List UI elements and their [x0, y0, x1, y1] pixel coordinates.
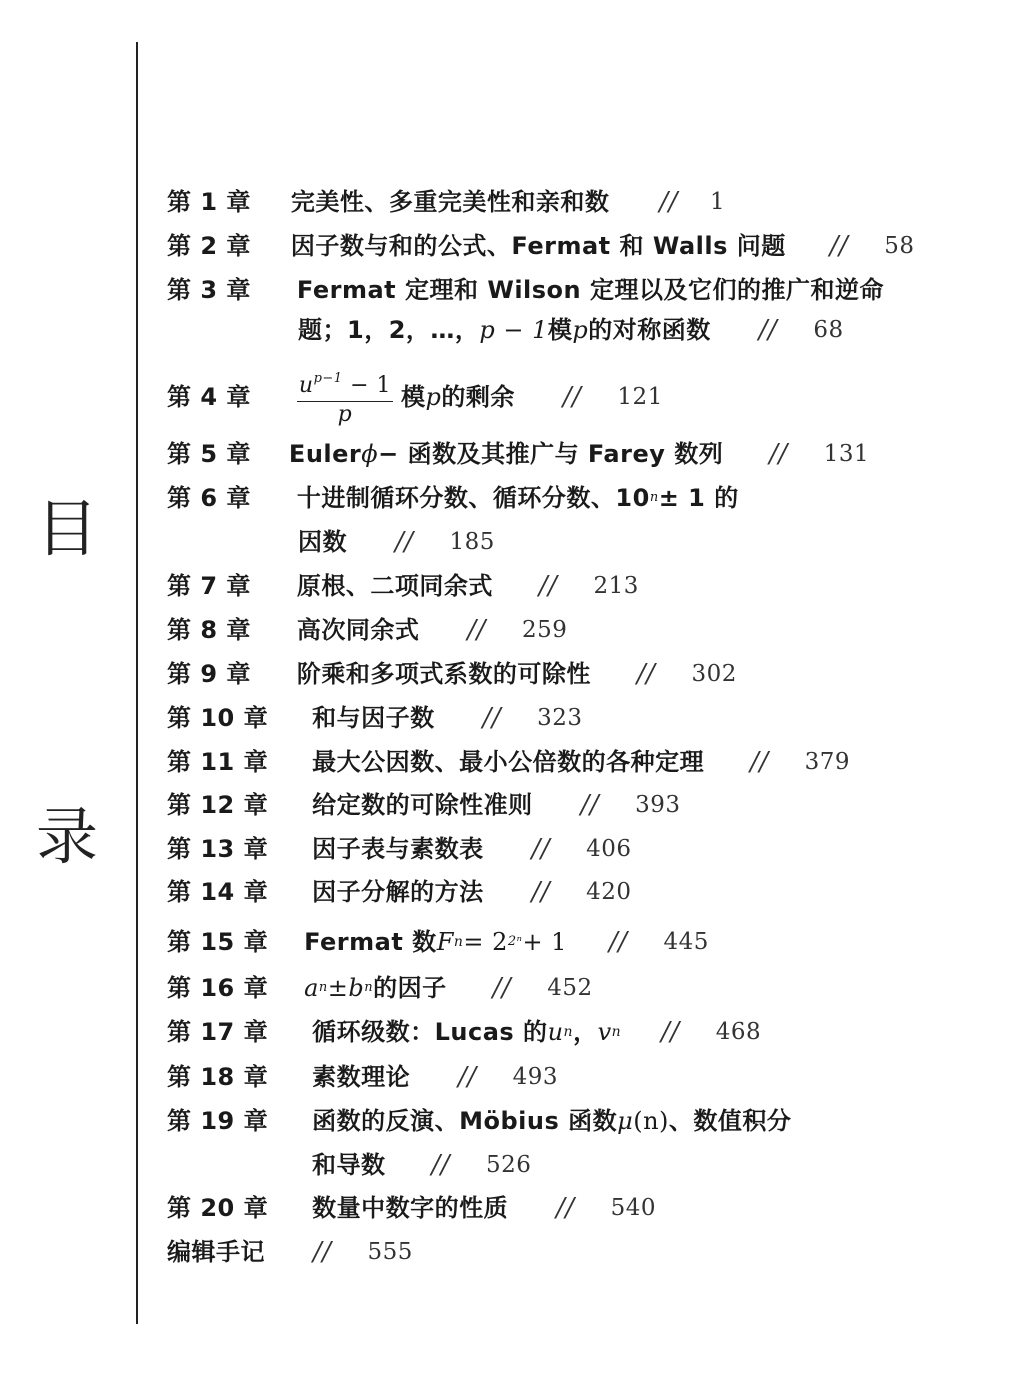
page-separator: //: [538, 571, 558, 601]
chapter-title-text: ± 1 的: [658, 484, 739, 512]
page-number: 185: [449, 529, 495, 555]
chapter-title: 因子数与和的公式、Fermat 和 Walls 问题: [290, 232, 786, 260]
page-separator: //: [431, 1150, 451, 1180]
page-separator: //: [769, 439, 788, 469]
page-separator: //: [636, 659, 656, 689]
chapter-title: 最大公因数、最小公倍数的各种定理: [312, 748, 705, 776]
math-phi: ϕ: [361, 440, 379, 468]
toc-entry-5[interactable]: [167, 434, 869, 474]
math-variable-p: p: [572, 316, 589, 344]
toc-entry-16[interactable]: [167, 968, 593, 1008]
page-number: 420: [586, 879, 632, 905]
page-number: 213: [593, 573, 639, 599]
chapter-label: 第 16 章: [167, 974, 269, 1002]
chapter-title-text: − 函数及其推广与 Farey 数列: [378, 440, 724, 468]
page-separator: //: [758, 315, 778, 345]
side-title-char-1: 目: [36, 492, 99, 565]
toc-entry-8[interactable]: [167, 610, 567, 650]
chapter-title-text: 的对称函数: [588, 316, 711, 344]
chapter-label: 第 10 章: [167, 704, 269, 732]
chapter-title: 原根、二项同余式: [296, 572, 493, 600]
page-separator: //: [608, 927, 628, 957]
math-expression: p − 1: [479, 316, 548, 344]
vertical-rule: [136, 42, 138, 1324]
exponent-n: n: [318, 980, 328, 995]
chapter-title: 和与因子数: [312, 704, 435, 732]
chapter-title-text: 、数值积分: [668, 1107, 792, 1135]
exponent-n: n: [364, 980, 374, 995]
page-separator: //: [458, 1062, 477, 1092]
page-number: 555: [367, 1239, 413, 1265]
chapter-label: 第 18 章: [167, 1063, 269, 1091]
chapter-title-text: 模: [547, 316, 573, 344]
chapter-label: 第 8 章: [167, 616, 251, 644]
chapter-label: 第 14 章: [167, 878, 269, 906]
page-number: 526: [486, 1152, 532, 1178]
page-separator: //: [492, 973, 512, 1003]
toc-entry-6[interactable]: [167, 478, 739, 562]
page-number: 259: [521, 617, 568, 643]
chapter-label: 第 19 章: [167, 1107, 269, 1135]
chapter-title-line-1: Fermat 定理和 Wilson 定理以及它们的推广和逆命: [296, 276, 884, 304]
chapter-label: 第 1 章: [167, 188, 251, 216]
page-separator: //: [531, 834, 551, 864]
chapter-title: 给定数的可除性准则: [312, 791, 533, 819]
page-number: 540: [610, 1195, 657, 1221]
chapter-label: 第 3 章: [167, 276, 251, 304]
chapter-label: 第 6 章: [167, 484, 251, 512]
math-b: b: [348, 974, 365, 1002]
chapter-label: 第 12 章: [167, 791, 269, 819]
math-variable-p: p: [425, 383, 442, 411]
math-v: v: [597, 1018, 612, 1046]
chapter-label: 第 7 章: [167, 572, 251, 600]
chapter-title-line-2: 题；1，2，…，: [298, 316, 480, 344]
math-u: u: [547, 1018, 564, 1046]
chapter-title-line-1: 函数的反演、Möbius 函数: [312, 1107, 618, 1135]
page-number: 468: [715, 1019, 762, 1045]
chapter-title-line-1: 十进制循环分数、循环分数、10: [296, 484, 650, 512]
toc-entry-2[interactable]: [167, 226, 915, 266]
chapter-title: 数量中数字的性质: [312, 1194, 509, 1222]
page-number: 131: [823, 441, 870, 467]
fraction-denominator: p: [337, 402, 353, 427]
fraction-numerator: $u^{p-1} - 1$: [297, 366, 393, 402]
subscript-n: n: [453, 934, 464, 950]
page-separator: //: [313, 1237, 332, 1267]
toc-entry-10[interactable]: [167, 698, 583, 738]
chapter-label: 第 15 章: [167, 928, 269, 956]
exponent: 2ⁿ: [507, 934, 523, 949]
toc-entry-13[interactable]: [167, 829, 632, 869]
chapter-label: 第 11 章: [167, 748, 269, 776]
page-separator: //: [661, 1017, 680, 1047]
toc-entry-15[interactable]: [167, 922, 709, 962]
chapter-title: 因子分解的方法: [312, 878, 484, 906]
page-number: 68: [813, 317, 844, 343]
chapter-title-text: 的因子: [373, 974, 447, 1002]
chapter-title-text: 模: [401, 383, 426, 411]
chapter-title: 完美性、多重完美性和亲和数: [290, 188, 610, 216]
page-number: 493: [512, 1064, 559, 1090]
page-separator: //: [482, 703, 502, 733]
chapter-title-line-2: 因数: [298, 528, 347, 556]
toc-entry-1[interactable]: [167, 182, 725, 222]
chapter-label: 第 5 章: [167, 440, 251, 468]
chapter-label: 第 2 章: [167, 232, 251, 260]
chapter-title-line-2: 和导数: [312, 1151, 386, 1179]
fraction: [297, 366, 393, 428]
chapter-title: 素数理论: [312, 1063, 411, 1091]
page-number: 379: [804, 749, 851, 775]
chapter-label: 第 13 章: [167, 835, 269, 863]
page-separator: //: [750, 747, 769, 777]
page-number: 445: [663, 929, 709, 955]
math-expression: = 2: [463, 928, 508, 956]
toc-entry-17[interactable]: [167, 1012, 761, 1052]
chapter-title-text: Euler: [288, 440, 362, 468]
subscript-n: n: [563, 1024, 574, 1040]
chapter-label: 第 20 章: [167, 1194, 269, 1222]
page-separator: //: [580, 790, 600, 820]
page-number: 1: [709, 189, 726, 215]
comma: ，: [573, 1018, 598, 1046]
chapter-label: 第 9 章: [167, 660, 251, 688]
chapter-label: 第 17 章: [167, 1018, 269, 1046]
math-a: a: [304, 974, 319, 1002]
toc-entry-9[interactable]: [167, 654, 737, 694]
page-number: 452: [547, 975, 593, 1001]
page-number: 302: [691, 661, 737, 687]
toc-entry-4[interactable]: [167, 366, 663, 428]
toc-entry-7[interactable]: [167, 566, 639, 606]
page-number: 58: [884, 233, 915, 259]
toc-entry-editor-notes[interactable]: [167, 1232, 413, 1272]
chapter-title: 高次同余式: [296, 616, 420, 644]
page-separator: //: [659, 187, 678, 217]
chapter-title: 因子表与素数表: [312, 835, 484, 863]
toc-entry-20[interactable]: [167, 1188, 656, 1228]
page-separator: //: [467, 615, 486, 645]
chapter-title-text: Fermat 数: [304, 928, 437, 956]
chapter-label: 编辑手记: [167, 1238, 265, 1266]
side-title-char-2: 录: [36, 800, 99, 873]
toc-entry-14[interactable]: [167, 872, 632, 912]
subscript-n: n: [611, 1024, 622, 1040]
math-argument: (n): [633, 1107, 669, 1135]
page-separator: //: [829, 231, 849, 261]
toc-entry-11[interactable]: [167, 742, 850, 782]
chapter-label: 第 4 章: [167, 383, 251, 411]
chapter-title: 阶乘和多项式系数的可除性: [296, 660, 591, 688]
page-separator: //: [556, 1193, 575, 1223]
math-F: F: [436, 928, 454, 956]
toc-entry-18[interactable]: [167, 1057, 558, 1097]
page-number: 121: [617, 384, 663, 410]
chapter-title-text: 的剩余: [441, 383, 515, 411]
math-expression: + 1: [522, 928, 567, 956]
page-separator: //: [395, 527, 414, 557]
page-number: 393: [635, 792, 681, 818]
page-number: 323: [537, 705, 583, 731]
toc-entry-3[interactable]: [167, 270, 884, 350]
chapter-title-text: 循环级数：Lucas 的: [312, 1018, 548, 1046]
toc-entry-19[interactable]: [167, 1101, 791, 1185]
math-mu: μ: [617, 1107, 634, 1135]
page-separator: //: [531, 877, 551, 907]
toc-entry-12[interactable]: [167, 785, 681, 825]
page-number: 406: [586, 836, 632, 862]
exponent-n: n: [649, 490, 659, 505]
math-pm: ±: [327, 974, 349, 1002]
page-separator: //: [562, 382, 582, 412]
